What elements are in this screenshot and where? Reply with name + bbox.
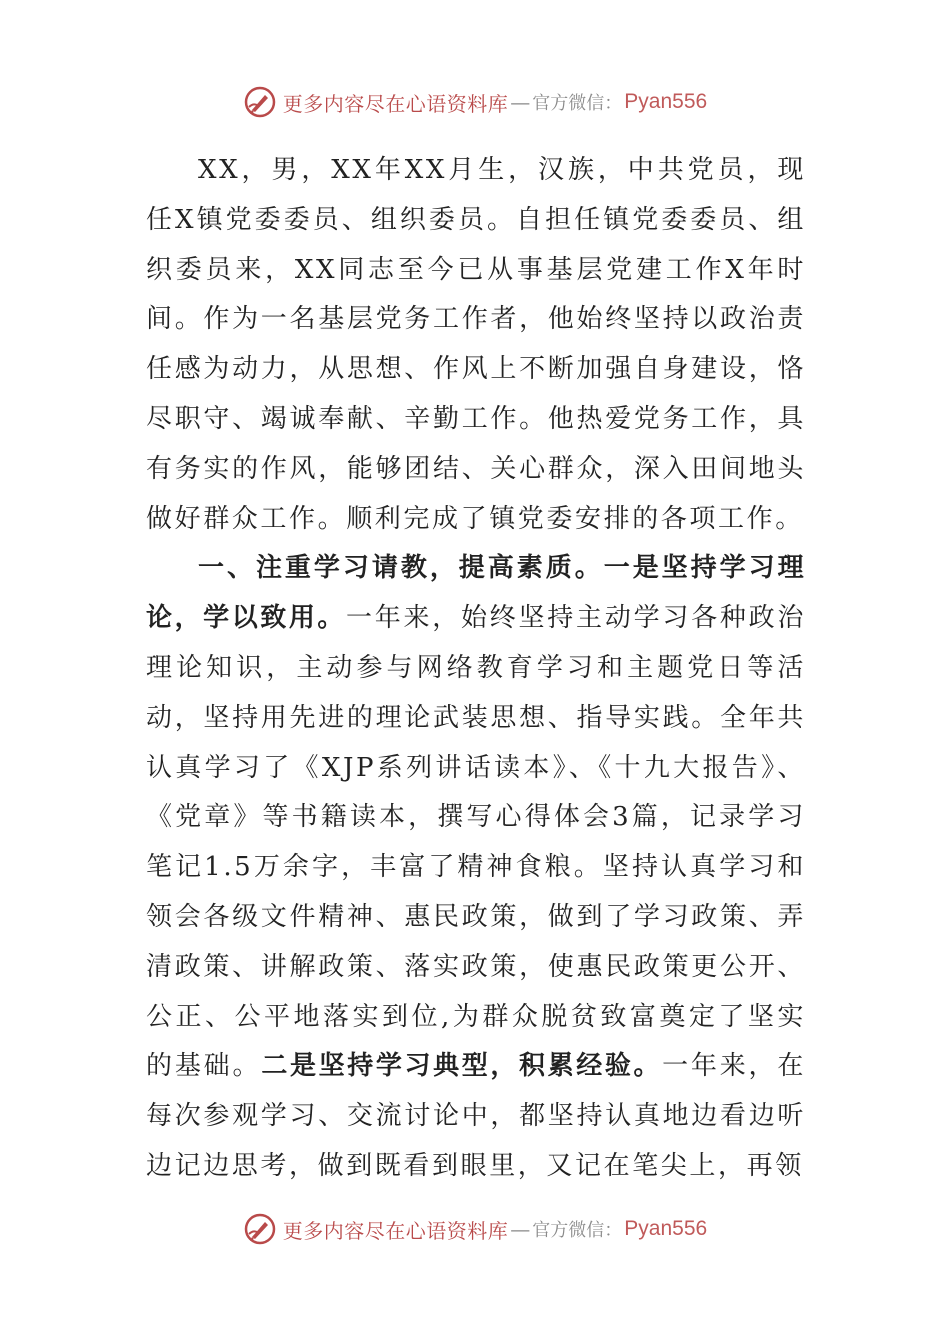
paragraph-intro: XX，男，XX年XX月生，汉族，中共党员，现任X镇党委委员、组织委员。自担任镇党委委员、组织委员来，XX同志至今已从事基层党建工作X年时间。作为一名基层党务工作者，他始终坚持以政治责任感为动力，从思想、作风上不断加强自身建设，恪尽职守、竭诚奉献、辛勤工作。他热爱党务工作，具有务实的作风，能够团结、关心群众，深入田间地头做好群众工作。顺利完成了镇党委安排的各项工作。 [146,155,806,534]
watermark-id: Pyan556 [624,1217,708,1240]
section-text-1: 一年来，始终坚持主动学习各种政治理论知识，主动参与网络教育学习和主题党日等活动，坚持用先进的理论武装思想、指导实践。全年共认真学习了《XJP系列讲话读本》、《十九大报告》、《党章》等书籍读本，撰写心得体会3篇，记录学习笔记1.5万余字，丰富了精神食粮。坚持认真学习和领会各级文件精神、惠民政策，做到了学习政策、弄清政策、讲解政策、落实政策，使惠民政策更公开、公正、公平地落实到位,为群众脱贫致富奠定了坚实的基础。 [146,603,806,1082]
pen-logo-icon [243,85,277,119]
pen-logo-icon [243,1212,277,1246]
sub-heading-2: 二是坚持学习典型，积累经验。 [261,1051,663,1082]
watermark-id: Pyan556 [624,90,708,113]
document-body [146,146,806,1192]
footer-watermark [0,1209,950,1249]
section-text-2: 一年来，在每次参观学习、交流讨论中，都坚持认真地边看边听边记边思考，做到既看到眼里，又记在笔尖上，再领 [146,1051,806,1181]
section-heading: 一、注重学习请教，提高素质。 [198,553,604,584]
watermark-brand-text: 更多内容尽在心语资料库 [282,1218,509,1243]
watermark-label: 官方微信： [532,93,623,114]
watermark-separator: — [510,90,531,114]
watermark-label: 官方微信： [532,1220,623,1241]
sub-heading-1: 一是坚持学习理论，学以致用。 [146,553,806,634]
watermark-separator: — [510,1217,531,1241]
paragraph-section-1 [146,544,806,1191]
watermark-brand-text: 更多内容尽在心语资料库 [282,91,509,116]
header-watermark [0,82,950,122]
